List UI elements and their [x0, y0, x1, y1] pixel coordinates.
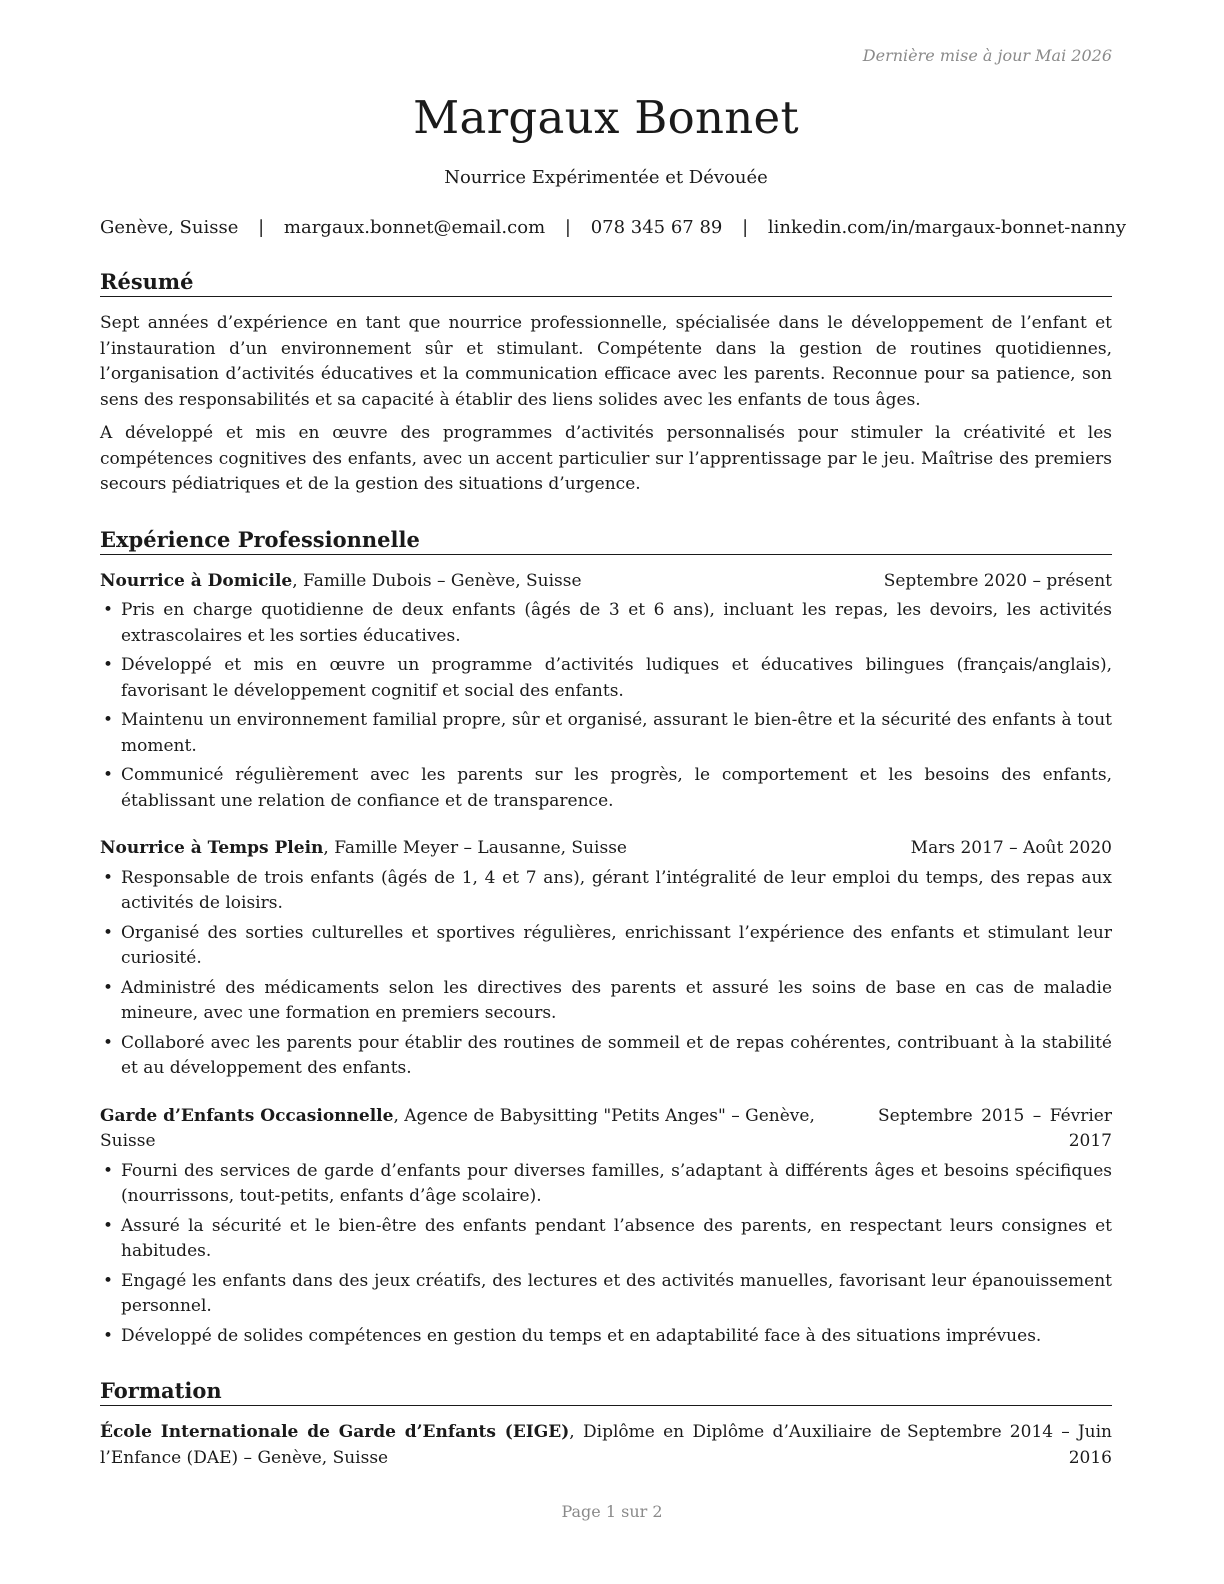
- contact-phone[interactable]: 078 345 67 89: [590, 217, 723, 238]
- bullet-icon: •: [103, 1270, 114, 1291]
- contact-separator: |: [258, 217, 265, 238]
- bullet-icon: •: [103, 1160, 114, 1181]
- bullet-icon: •: [103, 765, 114, 785]
- section-title-summary: Résumé: [100, 268, 1112, 297]
- bullet-icon: •: [103, 1032, 114, 1053]
- page-number: Page 1 sur 2: [561, 1502, 663, 1521]
- contact-linkedin[interactable]: linkedin.com/in/margaux-bonnet-nanny: [767, 217, 1127, 238]
- job-header: [100, 836, 1112, 862]
- bullet-text: Responsable de trois enfants (âgés de 1, 4 et 7 ans), gérant l’intégralité de leur emploi du temps, des repas aux activités de loisirs.: [121, 867, 1112, 913]
- job-dates: Septembre 2015 – Février 2017: [878, 1105, 1112, 1151]
- bullet-text: Communicé régulièrement avec les parents sur les progrès, le comportement et les besoins des enfants, établissant une relation de confiance et de transparence.: [121, 765, 1112, 811]
- bullet-icon: •: [103, 867, 114, 888]
- bullet-text: Maintenu un environnement familial propre, sûr et organisé, assurant le bien-être et la sécurité des enfants à tout moment.: [121, 710, 1112, 756]
- education-detail: , Diplôme en Diplôme d’Auxiliaire de l’Enfance (DAE) – Genève, Suisse: [100, 1422, 901, 1468]
- bullet-text: Collaboré avec les parents pour établir des routines de sommeil et de repas cohérentes, contribuant à la stabilité et au développement des enfants.: [121, 1032, 1112, 1078]
- job-role: Nourrice à Domicile: [100, 570, 293, 591]
- bullet-icon: •: [103, 655, 114, 675]
- bullet-text: Pris en charge quotidienne de deux enfants (âgés de 3 et 6 ans), incluant les repas, les devoirs, les activités extrascolaires et les sorties éducatives.: [121, 600, 1112, 646]
- bullet-item: [100, 1159, 1112, 1210]
- tagline: Nourrice Expérimentée et Dévouée: [444, 167, 768, 188]
- contact-separator: |: [564, 217, 571, 238]
- job-bullets: [100, 866, 1112, 1082]
- job-role: Garde d’Enfants Occasionnelle: [100, 1105, 394, 1126]
- contact-location: Genève, Suisse: [100, 217, 239, 238]
- candidate-name: Margaux Bonnet: [413, 91, 799, 144]
- bullet-item: [100, 708, 1112, 759]
- education-entry: [100, 1420, 1112, 1471]
- bullet-icon: •: [103, 600, 114, 620]
- job-role: Nourrice à Temps Plein: [100, 838, 324, 858]
- bullet-item: [100, 1031, 1112, 1082]
- contact-email[interactable]: margaux.bonnet@email.com: [283, 217, 546, 238]
- bullet-item: [100, 921, 1112, 972]
- summary-section: [100, 268, 1112, 498]
- job-entry: [100, 1104, 1112, 1350]
- section-title-experience: Expérience Professionnelle: [100, 526, 1112, 555]
- bullet-item: [100, 976, 1112, 1027]
- education-school: École Internationale de Garde d’Enfants (EIGE): [100, 1422, 570, 1442]
- bullet-icon: •: [103, 922, 114, 943]
- bullet-item: [100, 1214, 1112, 1265]
- job-employer: , Famille Dubois – Genève, Suisse: [292, 570, 582, 591]
- contact-line: [100, 216, 1127, 240]
- bullet-icon: •: [103, 1325, 114, 1346]
- bullet-item: [100, 1324, 1112, 1350]
- bullet-text: Développé de solides compétences en gestion du temps et en adaptabilité face à des situations imprévues.: [121, 1325, 1042, 1346]
- job-employer: , Famille Meyer – Lausanne, Suisse: [323, 838, 627, 858]
- bullet-text: Organisé des sorties culturelles et sportives régulières, enrichissant l’expérience des enfants et stimulant leur curiosité.: [121, 922, 1112, 968]
- bullet-item: [100, 653, 1112, 704]
- education-section: [100, 1377, 1112, 1471]
- job-dates: Septembre 2020 – présent: [883, 570, 1112, 591]
- bullet-text: Fourni des services de garde d’enfants pour diverses familles, s’adaptant à différents âges et besoins spécifiques (nourrissons, tout-petits, enfants d’âge scolaire).: [121, 1160, 1112, 1206]
- contact-separator: |: [742, 217, 749, 238]
- experience-section: [100, 526, 1112, 1350]
- job-dates: Mars 2017 – Août 2020: [910, 838, 1112, 858]
- education-dates: Septembre 2014 – Juin 2016: [907, 1422, 1112, 1468]
- summary-paragraph: Sept années d’expérience en tant que nourrice professionnelle, spécialisée dans le développement de l’enfant et l’instauration d’un environnement sûr et stimulant. Compétente dans la gestion de routines quotidiennes, l’organisation d’activités éducatives et la communication efficace avec les parents. Reconnue pour sa patience, son sens des responsabilités et sa capacité à établir des liens solides avec les enfants de tous âges.: [100, 313, 1112, 410]
- bullet-item: [100, 763, 1112, 814]
- bullet-icon: •: [103, 710, 114, 730]
- bullet-text: Assuré la sécurité et le bien-être des enfants pendant l’absence des parents, en respectant leurs consignes et habitudes.: [121, 1215, 1112, 1261]
- job-bullets: [100, 1159, 1112, 1350]
- job-header: [100, 569, 1112, 595]
- last-updated: Dernière mise à jour Mai 2026: [862, 46, 1112, 65]
- bullet-icon: •: [103, 977, 114, 998]
- job-entry: [100, 569, 1112, 815]
- job-entry: [100, 836, 1112, 1082]
- summary-paragraph: A développé et mis en œuvre des programmes d’activités personnalisés pour stimuler la créativité et les compétences cognitives des enfants, avec un accent particulier sur l’apprentissage par le jeu. Maîtrise des premiers secours pédiatriques et de la gestion des situations d’urgence.: [100, 423, 1112, 494]
- bullet-icon: •: [103, 1215, 114, 1236]
- bullet-item: [100, 598, 1112, 649]
- bullet-text: Administré des médicaments selon les directives des parents et assuré les soins de base en cas de maladie mineure, avec une formation en premiers secours.: [121, 977, 1112, 1023]
- bullet-text: Développé et mis en œuvre un programme d’activités ludiques et éducatives bilingues (français/anglais), favorisant le développement cognitif et social des enfants.: [121, 655, 1112, 701]
- job-employer: , Agence de Babysitting "Petits Anges" – Genève, Suisse: [100, 1105, 815, 1151]
- bullet-item: [100, 866, 1112, 917]
- section-title-education: Formation: [100, 1377, 1112, 1406]
- bullet-item: [100, 1269, 1112, 1320]
- bullet-text: Engagé les enfants dans des jeux créatifs, des lectures et des activités manuelles, favorisant leur épanouissement personnel.: [121, 1270, 1112, 1316]
- job-bullets: [100, 598, 1112, 814]
- job-header: [100, 1104, 1112, 1155]
